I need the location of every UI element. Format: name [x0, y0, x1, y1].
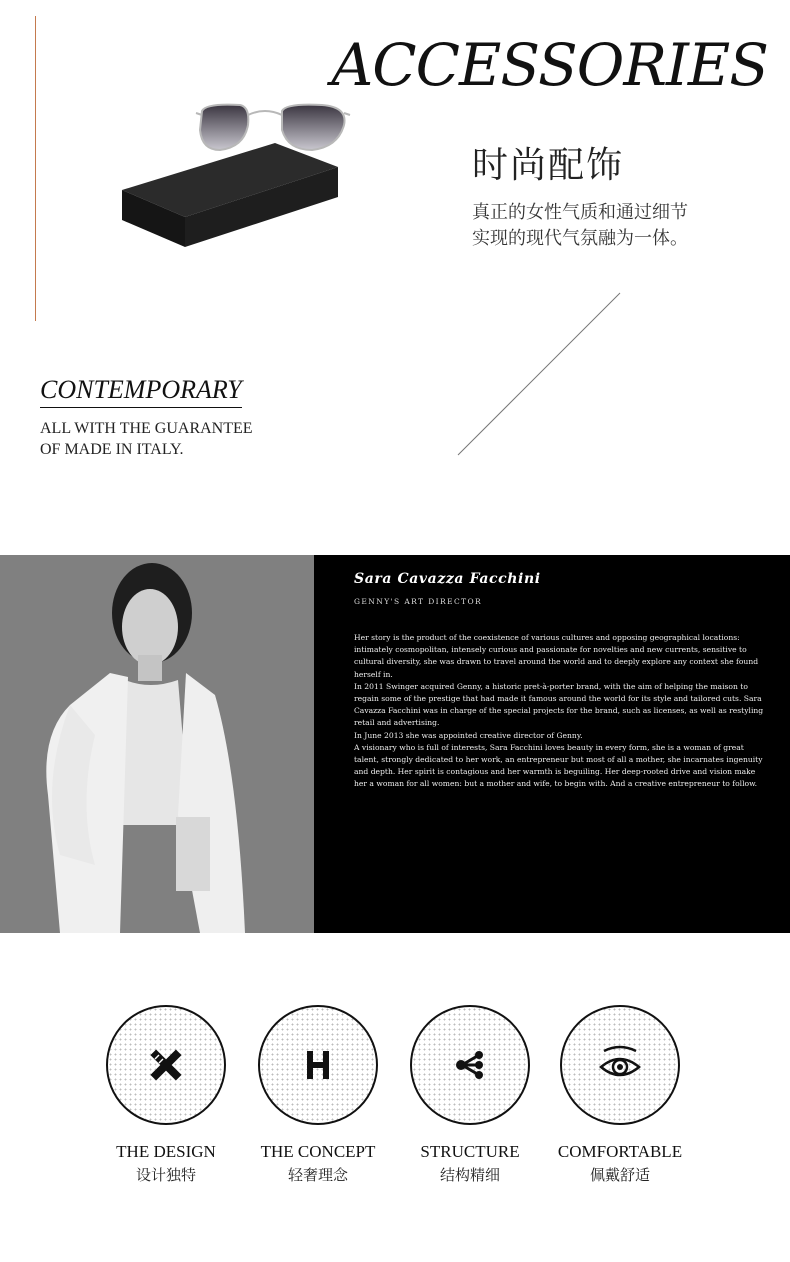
bio-text [354, 571, 764, 791]
feature-circle [410, 1005, 530, 1125]
feature-circle [258, 1005, 378, 1125]
tagline [40, 418, 253, 460]
bio-body [354, 632, 764, 791]
feature-title: THE CONCEPT [260, 1142, 376, 1161]
feature-title-cn: 结构精细 [439, 1166, 500, 1184]
bio-name: Sara Cavazza Facchini [354, 571, 541, 587]
diagonal-divider [455, 290, 625, 460]
subtitle-line: 真正的女性气质和通过细节 [472, 202, 688, 223]
feature-title: THE DESIGN [116, 1142, 216, 1161]
feature-structure [390, 1000, 550, 1184]
feature-title-cn: 佩戴舒适 [589, 1166, 650, 1184]
portrait-illustration [0, 555, 314, 933]
feature-title-cn: 轻奢理念 [287, 1166, 348, 1184]
bio-role: GENNY'S ART DIRECTOR [354, 597, 483, 606]
portrait-photo [0, 555, 314, 933]
feature-concept [238, 1000, 398, 1184]
bio-paragraph: In 2011 Swinger acquired Genny, a historic pret-à-porter brand, with the aim of helping the maison to regain some of the prestige that had made it famous around the world for its style and tailored cuts. Sara Cavazza Facchini was in charge of the special projects for the brand, such as licenses, as well as restyling retail and advertising. [354, 681, 764, 728]
bio-paragraph: A visionary who is full of interests, Sara Facchini loves beauty in every form, she is a woman of great talent, strongly dedicated to her work, an entrepreneur but most of all a mother, she incarnates ingenuity and depth. Her spirit is contagious and her warmth is beguiling. Her deep-rooted drive and vision make her a woman for all women: but a mother and wife, to begin with. And a creative entrepreneur to follow. [354, 742, 763, 789]
accent-line [35, 16, 36, 321]
share-nodes-icon [450, 1045, 490, 1085]
feature-title-cn: 设计独特 [135, 1166, 196, 1184]
section-heading: CONTEMPORARY [40, 376, 242, 408]
feature-design [86, 1000, 246, 1184]
feature-circle [560, 1005, 680, 1125]
subtitle-cn [472, 200, 688, 252]
sunglasses-with-case-image [110, 95, 370, 265]
h-letter-icon [298, 1045, 338, 1085]
feature-title: STRUCTURE [420, 1142, 520, 1161]
feature-circle [106, 1005, 226, 1125]
tagline-line: ALL WITH THE GUARANTEE [40, 420, 253, 437]
ruler-pencil-icon [146, 1045, 186, 1085]
bio-section [0, 555, 790, 933]
feature-comfortable [540, 1000, 700, 1184]
page-title-cn: 时尚配饰 [472, 145, 625, 186]
feature-title: COMFORTABLE [557, 1142, 683, 1161]
bio-paragraph: In June 2013 she was appointed creative director of Genny. [354, 730, 583, 740]
tagline-line: OF MADE IN ITALY. [40, 441, 184, 458]
eye-icon [598, 1043, 642, 1087]
page-title: ACCESSORIES [331, 31, 768, 99]
bio-paragraph: Her story is the product of the coexistence of various cultures and opposing geographical locations: intimately cosmopolitan, intensely curious and passionate for novelties and new currents, sensitive to cultural diversity, she was drawn to travel around the world and to deeply explore any context she found herself in. [354, 633, 759, 679]
subtitle-line: 实现的现代气氛融为一体。 [472, 228, 688, 249]
